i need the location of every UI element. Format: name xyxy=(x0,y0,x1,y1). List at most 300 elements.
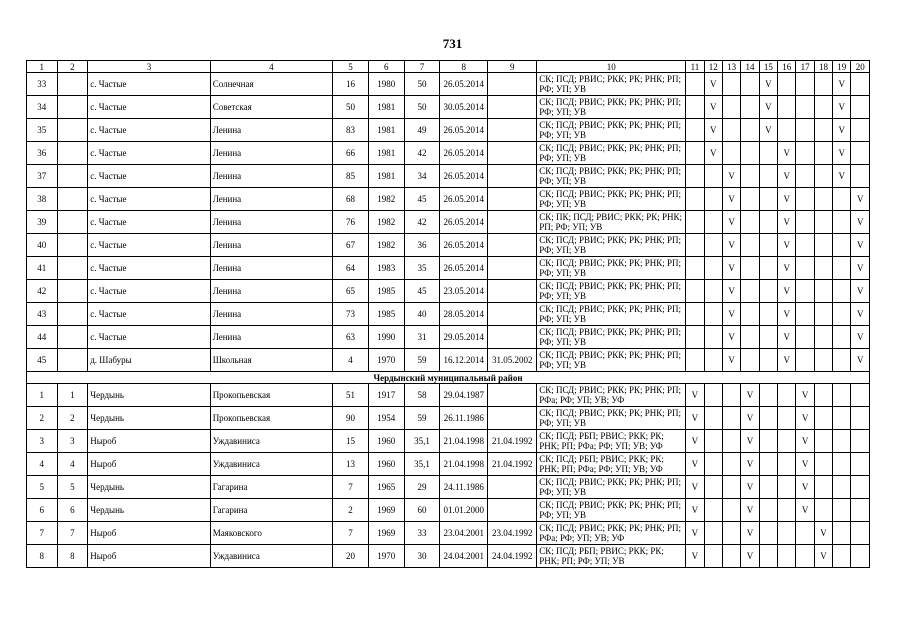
second-date-cell: 21.04.1992 xyxy=(488,430,537,453)
table-row xyxy=(27,188,870,211)
inspection-date-cell: 24.11.1986 xyxy=(440,476,488,499)
street-cell: Ленина xyxy=(210,326,332,349)
street-cell: Маяковского xyxy=(210,522,332,545)
municipal-number xyxy=(57,142,88,165)
check-cell-col-17 xyxy=(796,303,814,326)
municipal-number xyxy=(57,280,88,303)
check-cell-col-13 xyxy=(722,384,740,407)
check-cell-col-20: V xyxy=(851,303,870,326)
check-cell-col-19 xyxy=(833,257,851,280)
check-cell-col-19: V xyxy=(833,119,851,142)
column-header-18: 18 xyxy=(814,61,832,73)
row-number: 2 xyxy=(27,407,58,430)
table-row xyxy=(27,430,870,453)
second-date-cell xyxy=(488,119,537,142)
check-cell-col-20 xyxy=(851,119,870,142)
second-date-cell xyxy=(488,234,537,257)
elements-cell: СК; ПСД; РБП; РВИС; РКК; РК; РНК; РП; РФ; УП; УВ xyxy=(537,545,686,568)
check-cell-col-14 xyxy=(741,303,759,326)
check-cell-col-12: V xyxy=(704,73,722,96)
check-cell-col-17 xyxy=(796,280,814,303)
check-cell-col-12 xyxy=(704,384,722,407)
check-cell-col-13 xyxy=(722,407,740,430)
table-row xyxy=(27,142,870,165)
check-cell-col-15 xyxy=(759,476,777,499)
wear-percent-cell: 30 xyxy=(404,545,440,568)
check-cell-col-13 xyxy=(722,142,740,165)
check-cell-col-17: V xyxy=(796,384,814,407)
house-number-cell: 73 xyxy=(333,303,369,326)
wear-percent-cell: 42 xyxy=(404,142,440,165)
inspection-date-cell: 29.04.1987 xyxy=(440,384,488,407)
check-cell-col-11 xyxy=(686,188,704,211)
check-cell-col-20 xyxy=(851,73,870,96)
check-cell-col-14 xyxy=(741,142,759,165)
inspection-date-cell: 26.05.2014 xyxy=(440,165,488,188)
check-cell-col-11 xyxy=(686,211,704,234)
wear-percent-cell: 42 xyxy=(404,211,440,234)
table-body-part2 xyxy=(27,384,870,568)
wear-percent-cell: 58 xyxy=(404,384,440,407)
check-cell-col-15 xyxy=(759,407,777,430)
check-cell-col-14 xyxy=(741,234,759,257)
table-row xyxy=(27,326,870,349)
check-cell-col-17 xyxy=(796,188,814,211)
check-cell-col-16: V xyxy=(778,142,796,165)
check-cell-col-17: V xyxy=(796,453,814,476)
check-cell-col-15 xyxy=(759,165,777,188)
elements-cell: СК; ПСД; РВИС; РКК; РК; РНК; РП; РФа; РФ; УП; УВ; УФ xyxy=(537,522,686,545)
check-cell-col-16 xyxy=(778,499,796,522)
row-number: 41 xyxy=(27,257,58,280)
wear-percent-cell: 31 xyxy=(404,326,440,349)
check-cell-col-17 xyxy=(796,326,814,349)
house-number-cell: 67 xyxy=(333,234,369,257)
check-cell-col-17 xyxy=(796,142,814,165)
check-cell-col-18: V xyxy=(814,545,832,568)
inspection-date-cell: 23.04.2001 xyxy=(440,522,488,545)
check-cell-col-13 xyxy=(722,119,740,142)
year-built-cell: 1980 xyxy=(368,73,404,96)
house-number-cell: 20 xyxy=(333,545,369,568)
inspection-date-cell: 26.05.2014 xyxy=(440,119,488,142)
settlement-cell: с. Частые xyxy=(88,257,210,280)
check-cell-col-16: V xyxy=(778,188,796,211)
check-cell-col-11: V xyxy=(686,384,704,407)
check-cell-col-14: V xyxy=(741,499,759,522)
check-cell-col-14 xyxy=(741,349,759,372)
row-number: 33 xyxy=(27,73,58,96)
column-header-11: 11 xyxy=(686,61,704,73)
street-cell: Ленина xyxy=(210,142,332,165)
check-cell-col-20 xyxy=(851,476,870,499)
check-cell-col-12 xyxy=(704,326,722,349)
check-cell-col-17 xyxy=(796,119,814,142)
inspection-date-cell: 28.05.2014 xyxy=(440,303,488,326)
table-row xyxy=(27,453,870,476)
check-cell-col-11: V xyxy=(686,499,704,522)
check-cell-col-12 xyxy=(704,499,722,522)
check-cell-col-14 xyxy=(741,119,759,142)
elements-cell: СК; ПСД; РВИС; РКК; РК; РНК; РП; РФ; УП; УВ xyxy=(537,407,686,430)
street-cell: Школьная xyxy=(210,349,332,372)
check-cell-col-14 xyxy=(741,96,759,119)
inspection-date-cell: 24.04.2001 xyxy=(440,545,488,568)
check-cell-col-16: V xyxy=(778,165,796,188)
check-cell-col-13: V xyxy=(722,326,740,349)
settlement-cell: с. Частые xyxy=(88,96,210,119)
check-cell-col-13 xyxy=(722,545,740,568)
wear-percent-cell: 35 xyxy=(404,257,440,280)
check-cell-col-12 xyxy=(704,165,722,188)
check-cell-col-19 xyxy=(833,384,851,407)
check-cell-col-18 xyxy=(814,303,832,326)
wear-percent-cell: 35,1 xyxy=(404,430,440,453)
check-cell-col-18 xyxy=(814,430,832,453)
municipal-number: 6 xyxy=(57,499,88,522)
settlement-cell: Ныроб xyxy=(88,522,210,545)
year-built-cell: 1990 xyxy=(368,326,404,349)
year-built-cell: 1982 xyxy=(368,188,404,211)
column-header-10: 10 xyxy=(537,61,686,73)
check-cell-col-18 xyxy=(814,96,832,119)
check-cell-col-18 xyxy=(814,234,832,257)
column-header-2: 2 xyxy=(57,61,88,73)
check-cell-col-13 xyxy=(722,430,740,453)
check-cell-col-17 xyxy=(796,257,814,280)
year-built-cell: 1970 xyxy=(368,545,404,568)
street-cell: Солнечная xyxy=(210,73,332,96)
check-cell-col-12 xyxy=(704,430,722,453)
wear-percent-cell: 60 xyxy=(404,499,440,522)
check-cell-col-17 xyxy=(796,211,814,234)
row-number: 7 xyxy=(27,522,58,545)
check-cell-col-16 xyxy=(778,453,796,476)
house-number-cell: 90 xyxy=(333,407,369,430)
column-header-17: 17 xyxy=(796,61,814,73)
settlement-cell: с. Частые xyxy=(88,326,210,349)
street-cell: Ленина xyxy=(210,188,332,211)
check-cell-col-12 xyxy=(704,303,722,326)
house-number-cell: 13 xyxy=(333,453,369,476)
settlement-cell: с. Частые xyxy=(88,211,210,234)
street-cell: Ленина xyxy=(210,211,332,234)
row-number: 39 xyxy=(27,211,58,234)
check-cell-col-14 xyxy=(741,280,759,303)
check-cell-col-14 xyxy=(741,326,759,349)
check-cell-col-17 xyxy=(796,545,814,568)
header-row xyxy=(27,61,870,73)
row-number: 45 xyxy=(27,349,58,372)
check-cell-col-19 xyxy=(833,453,851,476)
check-cell-col-13 xyxy=(722,96,740,119)
registry-table xyxy=(26,60,870,568)
check-cell-col-12 xyxy=(704,522,722,545)
check-cell-col-19 xyxy=(833,499,851,522)
street-cell: Уждавиниса xyxy=(210,453,332,476)
check-cell-col-17 xyxy=(796,96,814,119)
check-cell-col-18 xyxy=(814,142,832,165)
check-cell-col-14 xyxy=(741,257,759,280)
second-date-cell xyxy=(488,188,537,211)
check-cell-col-17 xyxy=(796,522,814,545)
check-cell-col-12 xyxy=(704,211,722,234)
house-number-cell: 76 xyxy=(333,211,369,234)
elements-cell: СК; ПСД; РВИС; РКК; РК; РНК; РП; РФ; УП; УВ xyxy=(537,96,686,119)
street-cell: Ленина xyxy=(210,257,332,280)
municipal-number xyxy=(57,211,88,234)
check-cell-col-16: V xyxy=(778,280,796,303)
check-cell-col-11 xyxy=(686,303,704,326)
check-cell-col-11 xyxy=(686,73,704,96)
year-built-cell: 1981 xyxy=(368,96,404,119)
column-header-7: 7 xyxy=(404,61,440,73)
second-date-cell xyxy=(488,73,537,96)
check-cell-col-18: V xyxy=(814,522,832,545)
check-cell-col-19 xyxy=(833,234,851,257)
elements-cell: СК; ПСД; РВИС; РКК; РК; РНК; РП; РФ; УП; УВ xyxy=(537,188,686,211)
check-cell-col-19 xyxy=(833,407,851,430)
elements-cell: СК; ПСД; РВИС; РКК; РК; РНК; РП; РФ; УП; УВ xyxy=(537,142,686,165)
check-cell-col-20 xyxy=(851,499,870,522)
year-built-cell: 1969 xyxy=(368,522,404,545)
street-cell: Ленина xyxy=(210,280,332,303)
house-number-cell: 50 xyxy=(333,96,369,119)
municipal-number xyxy=(57,349,88,372)
row-number: 5 xyxy=(27,476,58,499)
check-cell-col-20 xyxy=(851,384,870,407)
settlement-cell: с. Частые xyxy=(88,142,210,165)
street-cell: Уждавиниса xyxy=(210,545,332,568)
municipal-number xyxy=(57,234,88,257)
second-date-cell xyxy=(488,165,537,188)
house-number-cell: 16 xyxy=(333,73,369,96)
row-number: 37 xyxy=(27,165,58,188)
settlement-cell: Чердынь xyxy=(88,384,210,407)
elements-cell: СК; ПСД; РВИС; РКК; РК; РНК; РП; РФ; УП; УВ xyxy=(537,257,686,280)
municipal-number: 1 xyxy=(57,384,88,407)
year-built-cell: 1965 xyxy=(368,476,404,499)
check-cell-col-13 xyxy=(722,73,740,96)
check-cell-col-18 xyxy=(814,384,832,407)
check-cell-col-12 xyxy=(704,257,722,280)
check-cell-col-12 xyxy=(704,453,722,476)
check-cell-col-11 xyxy=(686,234,704,257)
table-row xyxy=(27,211,870,234)
check-cell-col-14: V xyxy=(741,407,759,430)
municipal-number xyxy=(57,326,88,349)
check-cell-col-18 xyxy=(814,453,832,476)
second-date-cell xyxy=(488,476,537,499)
wear-percent-cell: 45 xyxy=(404,188,440,211)
row-number: 35 xyxy=(27,119,58,142)
second-date-cell: 31.05.2002 xyxy=(488,349,537,372)
second-date-cell xyxy=(488,384,537,407)
elements-cell: СК; ПСД; РВИС; РКК; РК; РНК; РП; РФ; УП; УВ xyxy=(537,165,686,188)
check-cell-col-19 xyxy=(833,188,851,211)
wear-percent-cell: 40 xyxy=(404,303,440,326)
check-cell-col-16 xyxy=(778,73,796,96)
house-number-cell: 63 xyxy=(333,326,369,349)
check-cell-col-15: V xyxy=(759,96,777,119)
house-number-cell: 66 xyxy=(333,142,369,165)
check-cell-col-13: V xyxy=(722,234,740,257)
check-cell-col-11 xyxy=(686,142,704,165)
row-number: 6 xyxy=(27,499,58,522)
check-cell-col-15 xyxy=(759,545,777,568)
table-row xyxy=(27,499,870,522)
table-row xyxy=(27,280,870,303)
check-cell-col-18 xyxy=(814,407,832,430)
check-cell-col-18 xyxy=(814,73,832,96)
wear-percent-cell: 35,1 xyxy=(404,453,440,476)
check-cell-col-11 xyxy=(686,257,704,280)
check-cell-col-16 xyxy=(778,522,796,545)
second-date-cell: 21.04.1992 xyxy=(488,453,537,476)
elements-cell: СК; ПСД; РВИС; РКК; РК; РНК; РП; РФа; РФ; УП; УВ; УФ xyxy=(537,384,686,407)
row-number: 38 xyxy=(27,188,58,211)
elements-cell: СК; ПСД; РВИС; РКК; РК; РНК; РП; РФ; УП; УВ xyxy=(537,119,686,142)
elements-cell: СК; ПСД; РВИС; РКК; РК; РНК; РП; РФ; УП; УВ xyxy=(537,303,686,326)
settlement-cell: с. Частые xyxy=(88,188,210,211)
check-cell-col-11: V xyxy=(686,476,704,499)
check-cell-col-11 xyxy=(686,326,704,349)
table-row xyxy=(27,119,870,142)
check-cell-col-11 xyxy=(686,349,704,372)
second-date-cell xyxy=(488,407,537,430)
house-number-cell: 64 xyxy=(333,257,369,280)
check-cell-col-20: V xyxy=(851,188,870,211)
check-cell-col-11 xyxy=(686,165,704,188)
column-header-15: 15 xyxy=(759,61,777,73)
check-cell-col-15 xyxy=(759,384,777,407)
table-body-part1 xyxy=(27,73,870,372)
check-cell-col-18 xyxy=(814,349,832,372)
check-cell-col-16 xyxy=(778,430,796,453)
municipal-number xyxy=(57,257,88,280)
municipal-number: 7 xyxy=(57,522,88,545)
column-header-4: 4 xyxy=(210,61,332,73)
check-cell-col-20 xyxy=(851,142,870,165)
check-cell-col-12 xyxy=(704,188,722,211)
wear-percent-cell: 36 xyxy=(404,234,440,257)
municipal-number: 8 xyxy=(57,545,88,568)
check-cell-col-19 xyxy=(833,430,851,453)
municipal-number xyxy=(57,73,88,96)
check-cell-col-12: V xyxy=(704,142,722,165)
row-number: 44 xyxy=(27,326,58,349)
column-header-5: 5 xyxy=(333,61,369,73)
check-cell-col-20: V xyxy=(851,234,870,257)
second-date-cell xyxy=(488,280,537,303)
check-cell-col-17 xyxy=(796,165,814,188)
year-built-cell: 1960 xyxy=(368,453,404,476)
check-cell-col-12 xyxy=(704,349,722,372)
municipal-number: 2 xyxy=(57,407,88,430)
second-date-cell xyxy=(488,303,537,326)
check-cell-col-11: V xyxy=(686,545,704,568)
column-header-9: 9 xyxy=(488,61,537,73)
check-cell-col-20 xyxy=(851,407,870,430)
check-cell-col-15 xyxy=(759,430,777,453)
house-number-cell: 4 xyxy=(333,349,369,372)
elements-cell: СК; ПСД; РВИС; РКК; РК; РНК; РП; РФ; УП; УВ xyxy=(537,499,686,522)
inspection-date-cell: 01.01.2000 xyxy=(440,499,488,522)
table-row xyxy=(27,545,870,568)
inspection-date-cell: 26.05.2014 xyxy=(440,73,488,96)
table-row xyxy=(27,407,870,430)
row-number: 8 xyxy=(27,545,58,568)
check-cell-col-19 xyxy=(833,326,851,349)
check-cell-col-13: V xyxy=(722,303,740,326)
table-row xyxy=(27,165,870,188)
settlement-cell: с. Частые xyxy=(88,73,210,96)
check-cell-col-20 xyxy=(851,453,870,476)
check-cell-col-19 xyxy=(833,211,851,234)
check-cell-col-18 xyxy=(814,211,832,234)
table-row xyxy=(27,96,870,119)
settlement-cell: с. Частые xyxy=(88,280,210,303)
street-cell: Ленина xyxy=(210,165,332,188)
check-cell-col-20 xyxy=(851,545,870,568)
check-cell-col-16: V xyxy=(778,211,796,234)
year-built-cell: 1960 xyxy=(368,430,404,453)
inspection-date-cell: 16.12.2014 xyxy=(440,349,488,372)
check-cell-col-17: V xyxy=(796,476,814,499)
municipal-number: 3 xyxy=(57,430,88,453)
check-cell-col-15 xyxy=(759,234,777,257)
elements-cell: СК; ПСД; РВИС; РКК; РК; РНК; РП; РФ; УП; УВ xyxy=(537,73,686,96)
check-cell-col-14 xyxy=(741,165,759,188)
inspection-date-cell: 29.05.2014 xyxy=(440,326,488,349)
check-cell-col-15: V xyxy=(759,119,777,142)
check-cell-col-17: V xyxy=(796,499,814,522)
check-cell-col-20 xyxy=(851,165,870,188)
check-cell-col-16: V xyxy=(778,234,796,257)
check-cell-col-20 xyxy=(851,96,870,119)
street-cell: Прокопьевская xyxy=(210,407,332,430)
check-cell-col-18 xyxy=(814,476,832,499)
elements-cell: СК; ПСД; РБП; РВИС; РКК; РК; РНК; РП; РФа; РФ; УП; УВ; УФ xyxy=(537,453,686,476)
settlement-cell: Чердынь xyxy=(88,407,210,430)
row-number: 4 xyxy=(27,453,58,476)
second-date-cell xyxy=(488,257,537,280)
elements-cell: СК; ПСД; РВИС; РКК; РК; РНК; РП; РФ; УП; УВ xyxy=(537,234,686,257)
column-header-13: 13 xyxy=(722,61,740,73)
row-number: 36 xyxy=(27,142,58,165)
check-cell-col-18 xyxy=(814,188,832,211)
check-cell-col-12 xyxy=(704,545,722,568)
street-cell: Гагарина xyxy=(210,499,332,522)
check-cell-col-14 xyxy=(741,73,759,96)
column-header-8: 8 xyxy=(440,61,488,73)
check-cell-col-20: V xyxy=(851,211,870,234)
year-built-cell: 1954 xyxy=(368,407,404,430)
column-header-19: 19 xyxy=(833,61,851,73)
inspection-date-cell: 30.05.2014 xyxy=(440,96,488,119)
second-date-cell xyxy=(488,96,537,119)
year-built-cell: 1970 xyxy=(368,349,404,372)
column-header-14: 14 xyxy=(741,61,759,73)
check-cell-col-12 xyxy=(704,476,722,499)
table-row xyxy=(27,522,870,545)
second-date-cell xyxy=(488,142,537,165)
check-cell-col-15 xyxy=(759,303,777,326)
check-cell-col-18 xyxy=(814,165,832,188)
house-number-cell: 85 xyxy=(333,165,369,188)
check-cell-col-20: V xyxy=(851,349,870,372)
row-number: 3 xyxy=(27,430,58,453)
